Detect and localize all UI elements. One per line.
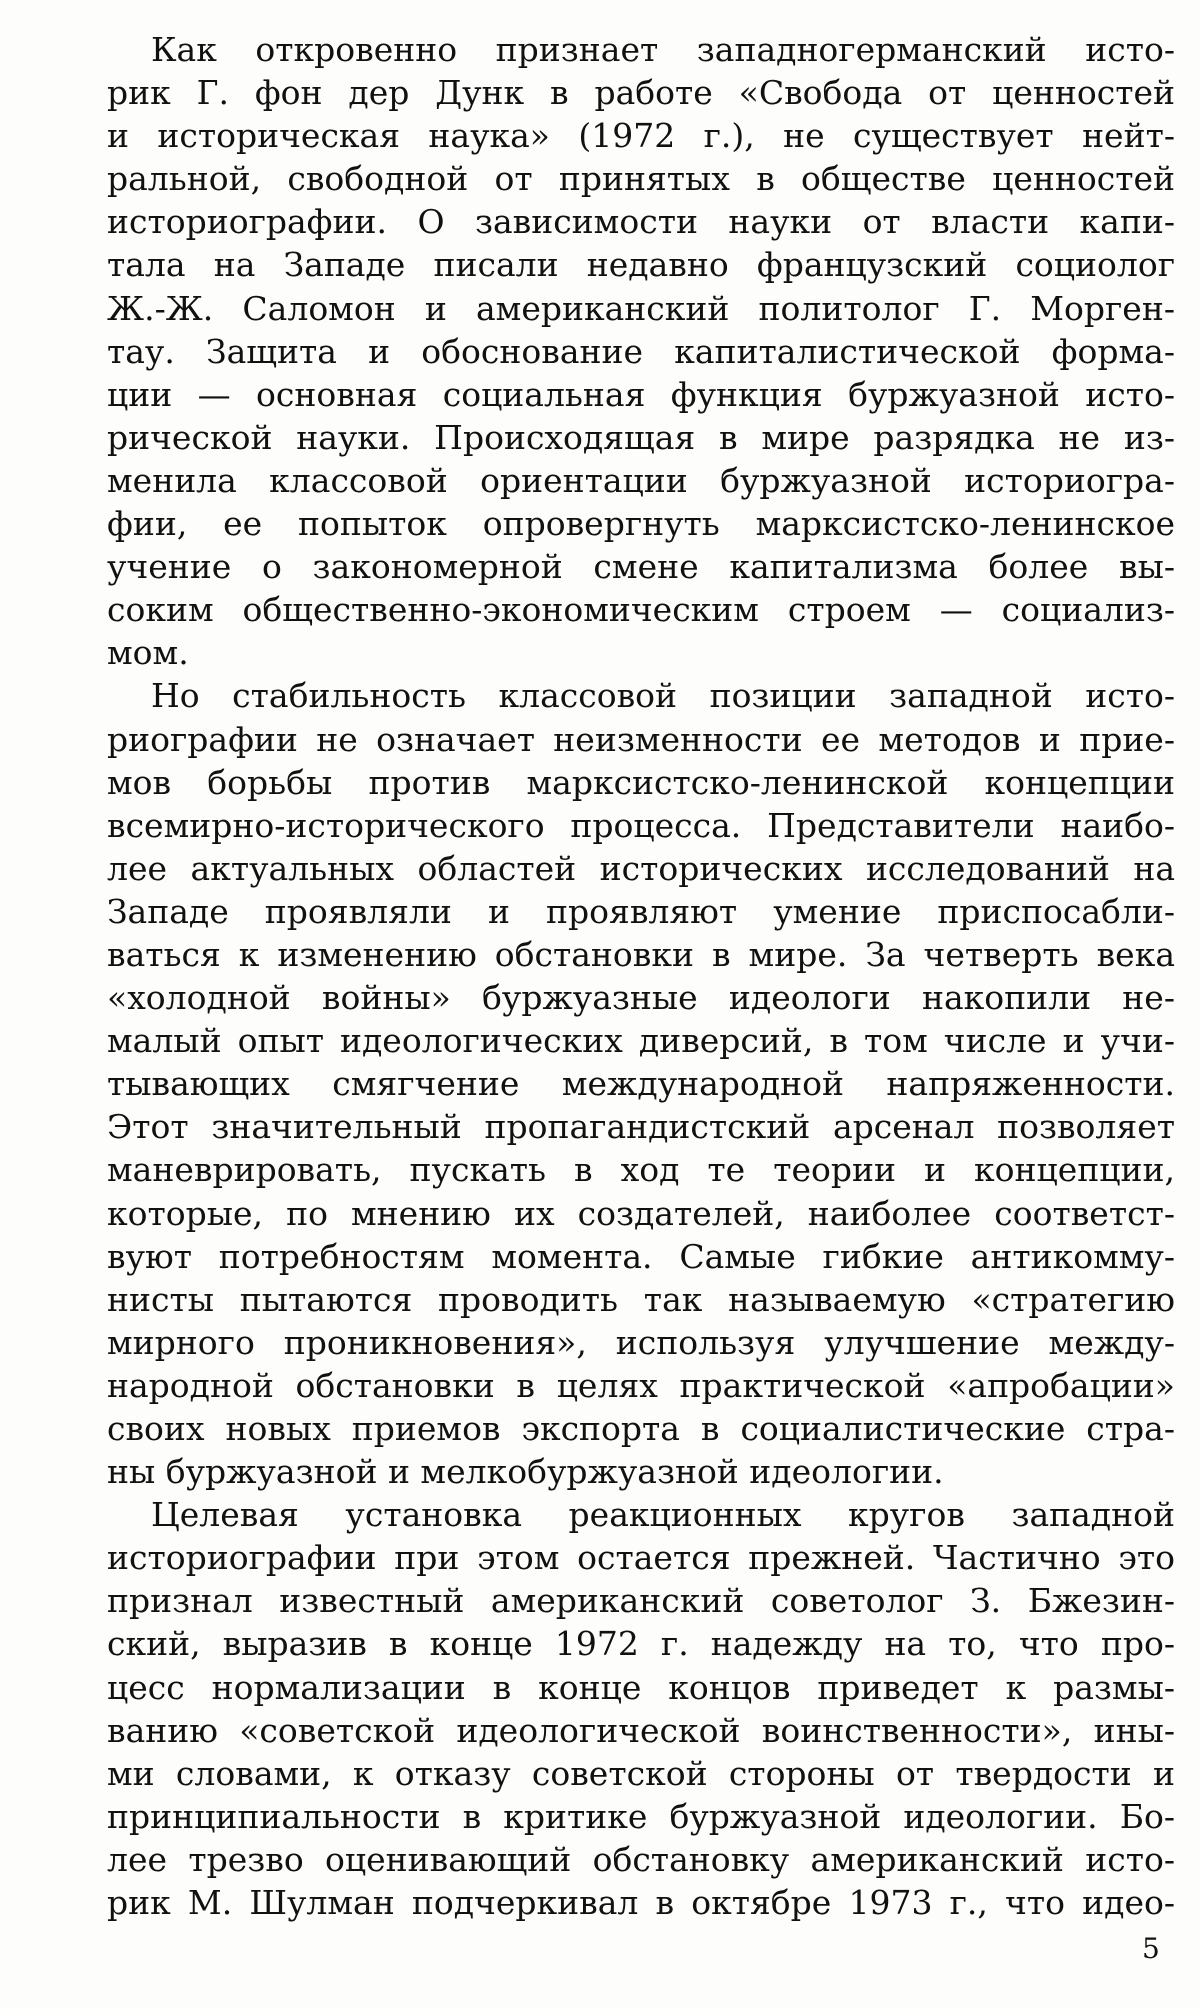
text-line: признал известный американский советолог З. Бжезин- (107, 1581, 1175, 1621)
text-line: мирного проникновения», используя улучшение между- (107, 1322, 1175, 1362)
text-line: учение о закономерной смене капитализма более вы- (107, 547, 1175, 587)
text-line: народной обстановки в целях практической «апробации» (107, 1365, 1175, 1405)
text-line: ральной, свободной от принятых в обществе ценностей (107, 159, 1175, 199)
body-text (107, 28, 1175, 1924)
text-line: ны буржуазной и мелкобуржуазной идеологии. (107, 1452, 944, 1492)
text-line: Ж.-Ж. Саломон и американский политолог Г. Морген- (107, 288, 1175, 328)
text-line: всемирно-исторического процесса. Представители наибо- (107, 805, 1175, 845)
text-line: рик Г. фон дер Дунк в работе «Свобода от ценностей (107, 73, 1175, 113)
text-line: и историческая наука» (1972 г.), не существует нейт- (107, 116, 1175, 156)
text-line: историографии. О зависимости науки от власти капи- (107, 202, 1175, 242)
text-line: нисты пытаются проводить так называемую «стратегию (107, 1279, 1175, 1319)
text-line: мом. (107, 633, 189, 673)
page-number: 5 (1142, 1932, 1160, 1965)
text-line: ванию «советской идеологической воинственности», ины- (107, 1710, 1175, 1750)
text-line: лее актуальных областей исторических исследований на (107, 848, 1175, 888)
text-line: тала на Западе писали недавно французский социолог (107, 245, 1175, 285)
text-line: Целевая установка реакционных кругов западной (151, 1495, 1175, 1535)
text-line: вуют потребностям момента. Самые гибкие антикомму- (107, 1236, 1175, 1276)
text-line: Но стабильность классовой позиции западной исто- (151, 676, 1175, 716)
text-line: которые, по мнению их создателей, наиболее соответст- (107, 1193, 1175, 1233)
text-line: рической науки. Происходящая в мире разрядка не из- (107, 417, 1175, 457)
text-line: менила классовой ориентации буржуазной историогра- (107, 460, 1175, 500)
text-line: фии, ее попыток опровергнуть марксистско-ленинское (107, 504, 1175, 544)
text-line: рик М. Шулман подчеркивал в октябре 1973 г., что идео- (107, 1883, 1175, 1923)
text-line: «холодной войны» буржуазные идеологи накопили не- (107, 978, 1175, 1018)
text-line: принципиальности в критике буржуазной идеологии. Бо- (107, 1796, 1175, 1836)
text-line: малый опыт идеологических диверсий, в том числе и учи- (107, 1021, 1175, 1061)
text-line: ский, выразив в конце 1972 г. надежду на то, что про- (107, 1624, 1175, 1664)
text-line: Этот значительный пропагандистский арсенал позволяет (107, 1107, 1175, 1147)
text-line: мов борьбы против марксистско-ленинской концепции (107, 762, 1175, 802)
text-line: Как откровенно признает западногерманский исто- (151, 30, 1175, 69)
text-line: тау. Защита и обоснование капиталистической форма- (107, 331, 1175, 371)
text-line: ции — основная социальная функция буржуазной исто- (107, 374, 1175, 414)
text-line: маневрировать, пускать в ход те теории и концепции, (107, 1150, 1175, 1190)
text-line: Западе проявляли и проявляют умение приспосабли- (107, 891, 1175, 931)
text-line: ваться к изменению обстановки в мире. За четверть века (107, 934, 1175, 974)
text-line: ми словами, к отказу советской стороны от твердости и (107, 1753, 1175, 1793)
text-line: риографии не означает неизменности ее методов и прие- (107, 719, 1175, 759)
text-line: цесс нормализации в конце концов приведет к размы- (107, 1667, 1175, 1707)
text-line: соким общественно-экономическим строем — социализ- (107, 590, 1175, 630)
text-line: тывающих смягчение международной напряженности. (107, 1064, 1175, 1104)
text-line: своих новых приемов экспорта в социалистические стра- (107, 1409, 1175, 1448)
text-line: лее трезво оценивающий обстановку американский исто- (107, 1839, 1175, 1879)
text-line: историографии при этом остается прежней. Частично это (107, 1538, 1175, 1578)
